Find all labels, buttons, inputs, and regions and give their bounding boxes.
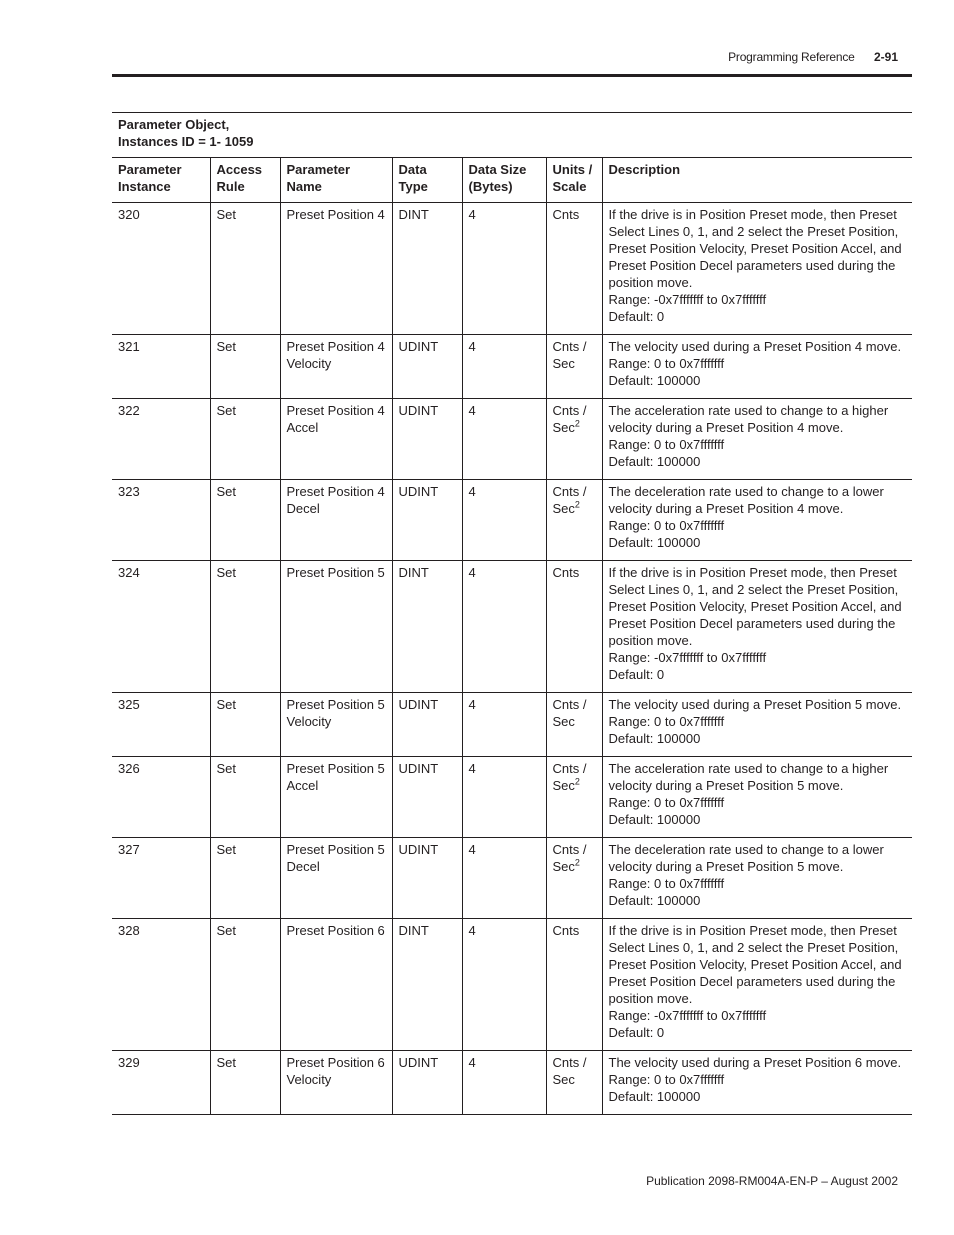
description-line: The velocity used during a Preset Position 4 move.	[608, 339, 902, 354]
cell-instance: 323	[112, 480, 210, 561]
cell-units	[546, 399, 602, 480]
header-rule	[112, 74, 912, 77]
column-header-line: Instance	[118, 179, 171, 194]
cell-instance: 321	[112, 335, 210, 399]
cell-instance: 320	[112, 203, 210, 335]
units-line	[553, 564, 596, 581]
cell-size: 4	[462, 561, 546, 693]
column-header-line: Rule	[216, 179, 245, 194]
page-footer: Publication 2098-RM004A-EN-P – August 2002	[646, 1174, 898, 1188]
cell-units	[546, 335, 602, 399]
cell-units	[546, 480, 602, 561]
description-line: The acceleration rate used to change to a higher velocity during a Preset Position 5 move.	[608, 761, 889, 793]
description-line: Default: 0	[608, 1025, 665, 1040]
description-line: Range: 0 to 0x7fffffff	[608, 437, 725, 452]
cell-description	[602, 399, 912, 480]
description-line: Default: 100000	[608, 1089, 701, 1104]
units-superscript: 2	[574, 418, 580, 429]
description-line: The deceleration rate used to change to a lower velocity during a Preset Position 5 move.	[608, 842, 884, 874]
cell-access: Set	[210, 480, 280, 561]
cell-size: 4	[462, 919, 546, 1051]
description-line: Range: 0 to 0x7fffffff	[608, 1072, 725, 1087]
table-caption-line2: Instances ID = 1- 1059	[118, 134, 254, 149]
column-header-line: Scale	[552, 179, 587, 194]
units-line	[553, 696, 596, 713]
header-section-title: Programming Reference	[728, 50, 855, 64]
column-header-size	[462, 158, 546, 203]
units-text: Sec	[552, 1072, 575, 1087]
table-caption	[112, 113, 912, 158]
cell-access: Set	[210, 561, 280, 693]
cell-units	[546, 838, 602, 919]
description-line: Default: 100000	[608, 731, 701, 746]
units-superscript: 2	[574, 857, 580, 868]
cell-size: 4	[462, 335, 546, 399]
cell-size: 4	[462, 1051, 546, 1115]
cell-type: UDINT	[392, 399, 462, 480]
page-header	[112, 50, 898, 70]
units-line	[553, 500, 596, 517]
cell-type: DINT	[392, 203, 462, 335]
column-header-description	[602, 158, 912, 203]
cell-size: 4	[462, 838, 546, 919]
cell-access: Set	[210, 399, 280, 480]
column-header-line: Type	[398, 179, 428, 194]
description-line: Range: -0x7fffffff to 0x7fffffff	[608, 650, 767, 665]
table-row	[112, 1051, 912, 1115]
column-header-line: Parameter	[118, 162, 182, 177]
cell-type: UDINT	[392, 693, 462, 757]
units-line	[553, 1071, 596, 1088]
cell-access: Set	[210, 335, 280, 399]
cell-size: 4	[462, 693, 546, 757]
description-line: Range: -0x7fffffff to 0x7fffffff	[608, 292, 767, 307]
cell-description	[602, 757, 912, 838]
description-line: If the drive is in Position Preset mode, then Preset Select Lines 0, 1, and 2 select the Preset Position, Preset Position Velocity, Preset Position Accel, and Preset Position Decel parameters used during the position move.	[608, 207, 902, 290]
description-line: Range: 0 to 0x7fffffff	[608, 518, 725, 533]
units-line	[553, 760, 596, 777]
column-header-instance	[112, 158, 210, 203]
cell-name: Preset Position 5 Decel	[280, 838, 392, 919]
units-text: Sec	[552, 356, 575, 371]
column-header-line: Access	[216, 162, 263, 177]
description-line: Default: 100000	[608, 812, 701, 827]
table-row	[112, 693, 912, 757]
column-header-line: (Bytes)	[468, 179, 513, 194]
cell-name: Preset Position 6 Velocity	[280, 1051, 392, 1115]
units-superscript: 2	[574, 499, 580, 510]
units-text: Cnts /	[552, 484, 587, 499]
units-text: Cnts	[552, 923, 580, 938]
cell-type: UDINT	[392, 757, 462, 838]
units-text: Cnts /	[552, 403, 587, 418]
cell-description	[602, 480, 912, 561]
description-line: Range: 0 to 0x7fffffff	[608, 714, 725, 729]
cell-type: UDINT	[392, 335, 462, 399]
cell-access: Set	[210, 838, 280, 919]
units-text: Sec	[552, 420, 575, 435]
header-page-number: 2-91	[873, 50, 898, 64]
units-line	[553, 777, 596, 794]
units-text: Sec	[552, 714, 575, 729]
cell-description	[602, 838, 912, 919]
parameter-object-table	[112, 112, 912, 1115]
cell-units	[546, 693, 602, 757]
cell-instance: 328	[112, 919, 210, 1051]
table-row	[112, 561, 912, 693]
table-row	[112, 838, 912, 919]
units-text: Cnts /	[552, 1055, 587, 1070]
units-text: Cnts /	[552, 761, 587, 776]
column-header-line: Parameter	[286, 162, 351, 177]
description-line: If the drive is in Position Preset mode, then Preset Select Lines 0, 1, and 2 select the Preset Position, Preset Position Velocity, Preset Position Accel, and Preset Position Decel parameters used during the position move.	[608, 565, 902, 648]
cell-name: Preset Position 6	[280, 919, 392, 1051]
description-line: Default: 100000	[608, 454, 701, 469]
cell-name: Preset Position 5 Accel	[280, 757, 392, 838]
cell-type: DINT	[392, 561, 462, 693]
column-header-line: Name	[286, 179, 322, 194]
description-line: Range: 0 to 0x7fffffff	[608, 795, 725, 810]
table-row	[112, 203, 912, 335]
cell-size: 4	[462, 480, 546, 561]
cell-instance: 326	[112, 757, 210, 838]
cell-access: Set	[210, 1051, 280, 1115]
description-line: The velocity used during a Preset Position 6 move.	[608, 1055, 902, 1070]
cell-size: 4	[462, 757, 546, 838]
column-header-type	[392, 158, 462, 203]
cell-name: Preset Position 5	[280, 561, 392, 693]
cell-units	[546, 203, 602, 335]
column-header-line: Data Size	[468, 162, 527, 177]
units-line	[553, 355, 596, 372]
description-line: The acceleration rate used to change to a higher velocity during a Preset Position 4 move.	[608, 403, 889, 435]
description-line: The deceleration rate used to change to a lower velocity during a Preset Position 4 move.	[608, 484, 884, 516]
units-text: Cnts /	[552, 339, 587, 354]
table-row	[112, 919, 912, 1051]
column-header-units	[546, 158, 602, 203]
cell-units	[546, 757, 602, 838]
cell-description	[602, 335, 912, 399]
table-row	[112, 480, 912, 561]
units-line	[553, 922, 596, 939]
cell-name: Preset Position 5 Velocity	[280, 693, 392, 757]
units-line	[553, 841, 596, 858]
cell-description	[602, 203, 912, 335]
column-header-line: Data	[398, 162, 427, 177]
cell-description	[602, 1051, 912, 1115]
cell-type: UDINT	[392, 838, 462, 919]
cell-instance: 322	[112, 399, 210, 480]
units-line	[553, 419, 596, 436]
cell-name: Preset Position 4 Decel	[280, 480, 392, 561]
table-body	[112, 203, 912, 1115]
cell-name: Preset Position 4 Accel	[280, 399, 392, 480]
table-header-row	[112, 158, 912, 203]
description-line: Default: 100000	[608, 535, 701, 550]
description-line: Default: 100000	[608, 893, 701, 908]
cell-units	[546, 1051, 602, 1115]
units-text: Sec	[552, 859, 575, 874]
units-text: Cnts	[552, 565, 580, 580]
units-line	[553, 338, 596, 355]
cell-access: Set	[210, 693, 280, 757]
description-line: The velocity used during a Preset Position 5 move.	[608, 697, 902, 712]
cell-instance: 324	[112, 561, 210, 693]
cell-size: 4	[462, 203, 546, 335]
table-row	[112, 399, 912, 480]
units-superscript: 2	[574, 776, 580, 787]
cell-type: DINT	[392, 919, 462, 1051]
units-line	[553, 1054, 596, 1071]
cell-access: Set	[210, 919, 280, 1051]
cell-size: 4	[462, 399, 546, 480]
cell-type: UDINT	[392, 1051, 462, 1115]
cell-access: Set	[210, 203, 280, 335]
cell-type: UDINT	[392, 480, 462, 561]
cell-name: Preset Position 4 Velocity	[280, 335, 392, 399]
table-row	[112, 757, 912, 838]
units-line	[553, 206, 596, 223]
column-header-line: Units /	[552, 162, 593, 177]
units-line	[553, 713, 596, 730]
table-caption-line1: Parameter Object,	[118, 117, 230, 132]
units-line	[553, 402, 596, 419]
description-line: Default: 100000	[608, 373, 701, 388]
cell-units	[546, 561, 602, 693]
description-line: Default: 0	[608, 667, 665, 682]
units-line	[553, 858, 596, 875]
cell-description	[602, 561, 912, 693]
column-header-access	[210, 158, 280, 203]
cell-description	[602, 919, 912, 1051]
cell-instance: 327	[112, 838, 210, 919]
cell-instance: 329	[112, 1051, 210, 1115]
table-row	[112, 335, 912, 399]
units-text: Sec	[552, 778, 575, 793]
units-text: Cnts /	[552, 842, 587, 857]
description-line: Range: -0x7fffffff to 0x7fffffff	[608, 1008, 767, 1023]
column-header-name	[280, 158, 392, 203]
units-text: Cnts /	[552, 697, 587, 712]
cell-access: Set	[210, 757, 280, 838]
cell-description	[602, 693, 912, 757]
cell-instance: 325	[112, 693, 210, 757]
column-header-line: Description	[608, 162, 681, 177]
cell-units	[546, 919, 602, 1051]
description-line: Default: 0	[608, 309, 665, 324]
description-line: Range: 0 to 0x7fffffff	[608, 876, 725, 891]
units-text: Sec	[552, 501, 575, 516]
units-line	[553, 483, 596, 500]
cell-name: Preset Position 4	[280, 203, 392, 335]
description-line: If the drive is in Position Preset mode, then Preset Select Lines 0, 1, and 2 select the Preset Position, Preset Position Velocity, Preset Position Accel, and Preset Position Decel parameters used during the position move.	[608, 923, 902, 1006]
description-line: Range: 0 to 0x7fffffff	[608, 356, 725, 371]
units-text: Cnts	[552, 207, 580, 222]
